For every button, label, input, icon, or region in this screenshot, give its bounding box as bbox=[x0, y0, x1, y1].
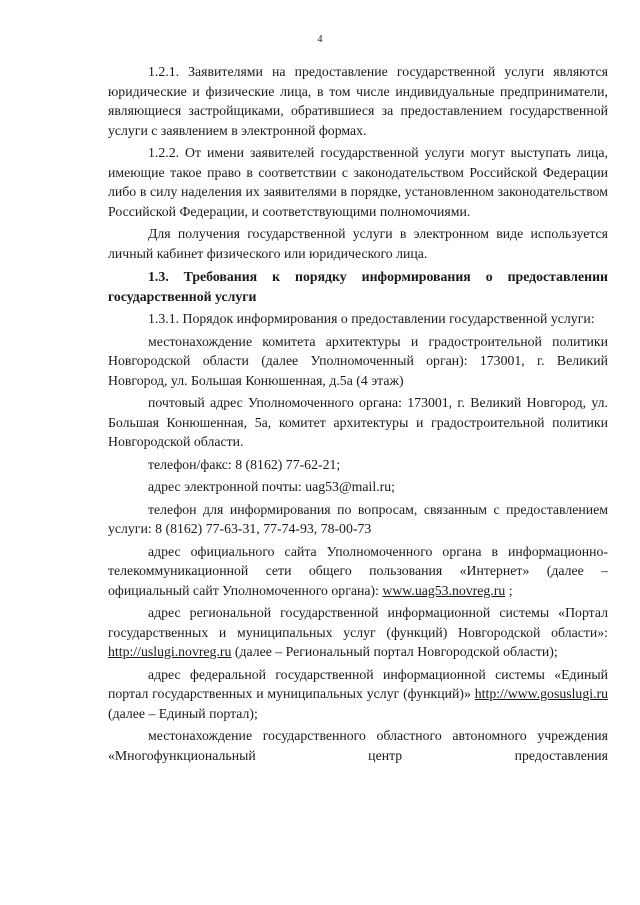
paragraph-phone-fax: телефон/факс: 8 (8162) 77-62-21; bbox=[148, 456, 341, 472]
paragraph-unified-portal bbox=[108, 665, 608, 724]
section-heading-1-3: 1.3. Требования к порядку информирования о предоставлении государственной услуги bbox=[108, 269, 608, 304]
official-site-link[interactable]: www.uag53.novreg.ru bbox=[382, 582, 506, 598]
paragraph-official-site bbox=[108, 542, 608, 601]
unified-portal-text-end: (далее – Единый портал); bbox=[108, 705, 258, 721]
paragraph-electronic-cabinet: Для получения государственной услуги в электронном виде используется личный кабинет физического или юридического лица. bbox=[108, 226, 608, 261]
paragraph-1-2-1: 1.2.1. Заявителями на предоставление государственной услуги являются юридические и физические лица, в том числе индивидуальные предприниматели, являющиеся застройщиками, обратившиеся за предоставлением государственной услуги с заявлением в электронной формах. bbox=[108, 64, 608, 138]
unified-portal-link[interactable]: http://www.gosuslugi.ru bbox=[474, 686, 608, 701]
official-site-text: адрес официального сайта Уполномоченного органа в информационно-телекоммуникационной сети общего пользования «Интернет» (далее – официальный сайт Уполномоченного органа): bbox=[108, 543, 608, 598]
unified-portal-text: адрес федеральной государственной информационной системы «Единый портал государственных и муниципальных услуг (функций)» bbox=[108, 666, 608, 701]
regional-portal-text: адрес региональной государственной информационной системы «Портал государственных и муниципальных услуг (функций) Новгородской области»: bbox=[108, 605, 608, 640]
regional-portal-link[interactable]: http://uslugi.novreg.ru bbox=[108, 644, 232, 659]
paragraph-info-phone: телефон для информирования по вопросам, связанным с предоставлением услуги: 8 (8162) 77-63-31, 77-74-93, 78-00-73 bbox=[108, 501, 608, 536]
paragraph-1-2-2: 1.2.2. От имени заявителей государственной услуги могут выступать лица, имеющие такое право в соответствии с законодательством Российской Федерации либо в силу наделения их заявителями в порядке, установленном законодательством Российской Федерации, и соответствующими полномочиями. bbox=[108, 145, 608, 219]
paragraph-location: местонахождение комитета архитектуры и градостроительной политики Новгородской области (далее Уполномоченный орган): 173001, г. Великий Новгород, ул. Большая Конюшенная, д.5а (4 этаж) bbox=[108, 333, 608, 388]
paragraph-1-3-1: 1.3.1. Порядок информирования о предоставлении государственной услуги: bbox=[148, 311, 595, 326]
paragraph-postal-address: почтовый адрес Уполномоченного органа: 173001, г. Великий Новгород, ул. Большая Конюшенная, 5а, комитет архитектуры и градостроительной политики Новгородской области. bbox=[108, 395, 608, 449]
document-body bbox=[108, 62, 608, 765]
paragraph-regional-portal bbox=[108, 603, 608, 662]
official-site-text-end: ; bbox=[505, 582, 513, 598]
regional-portal-text-end: (далее – Региональный портал Новгородской области); bbox=[231, 644, 558, 659]
page-number: 4 bbox=[317, 34, 323, 45]
paragraph-mfc-location: местонахождение государственного областного автономного учреждения «Многофункциональный центр предоставления bbox=[108, 728, 608, 763]
paragraph-email: адрес электронной почты: uag53@mail.ru; bbox=[148, 479, 395, 494]
